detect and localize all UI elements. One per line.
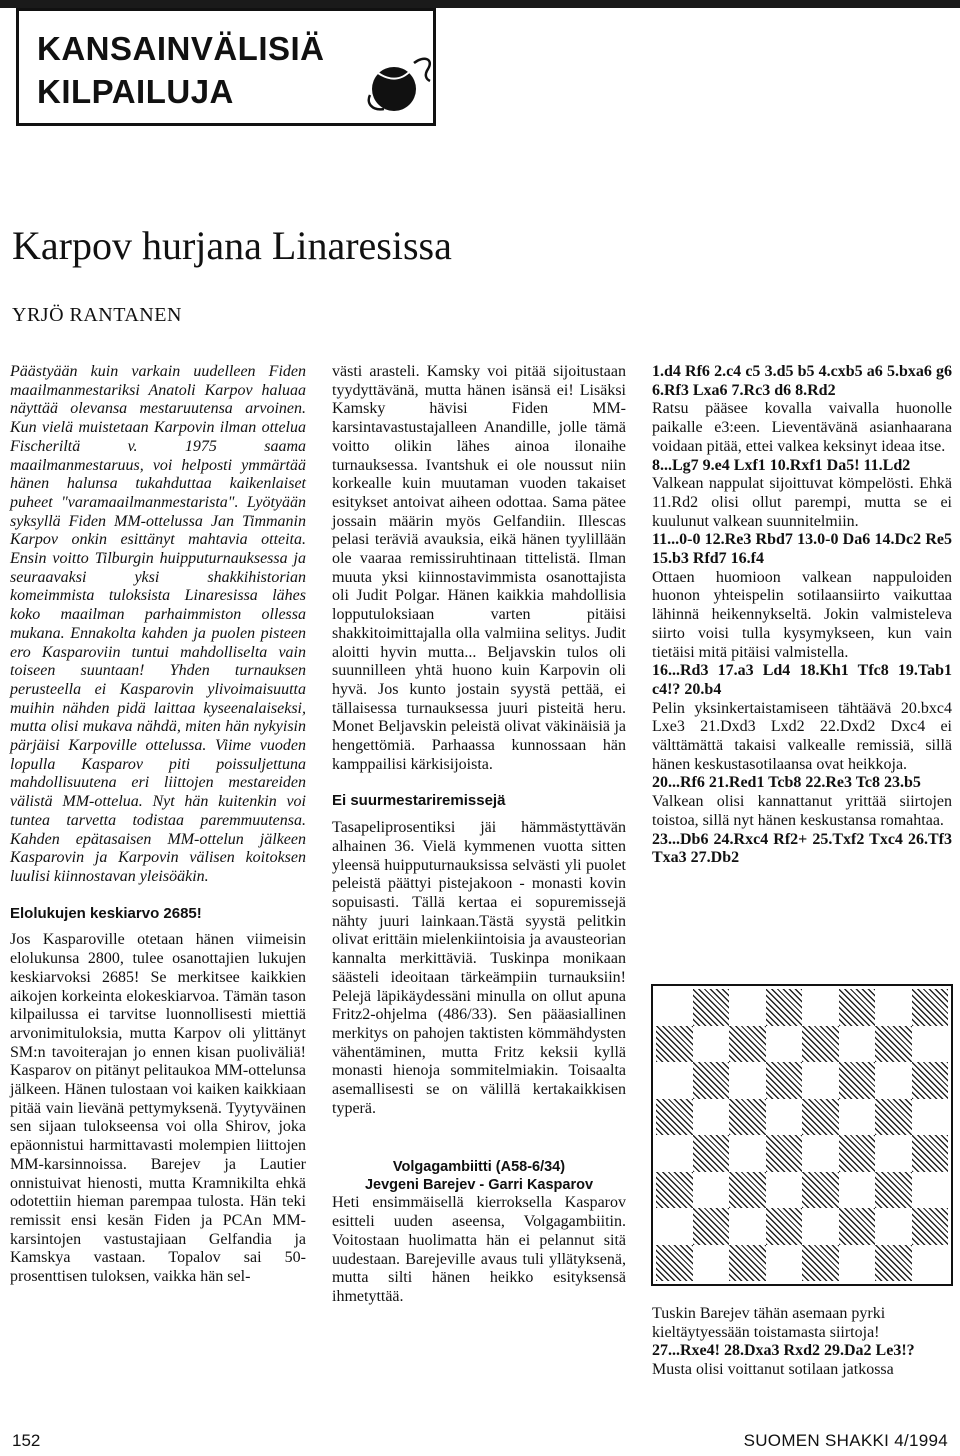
section-title <box>37 27 325 113</box>
section-header-box <box>16 8 436 126</box>
article-headline: Karpov hurjana Linaresissa <box>12 223 452 268</box>
square-h8 <box>912 989 949 1026</box>
square-b2 <box>693 1208 730 1245</box>
square-h5 <box>912 1099 949 1136</box>
moves-2: 8...Lg7 9.e4 Lxf1 10.Rxf1 Da5! 11.Ld2 <box>652 456 911 474</box>
square-g6 <box>875 1062 912 1099</box>
square-f7 <box>839 1026 876 1063</box>
square-b7 <box>693 1026 730 1063</box>
square-g4 <box>875 1135 912 1172</box>
square-a7 <box>656 1026 693 1063</box>
square-c7 <box>729 1026 766 1063</box>
square-h2 <box>912 1208 949 1245</box>
square-d4 <box>766 1135 803 1172</box>
square-d8 <box>766 989 803 1026</box>
square-f6 <box>839 1062 876 1099</box>
body-paragraph-3: Tasapeliprosentiksi jäi hämmästyttävän alhainen 36. Vielä kymmenen vuotta sitten yleensä huipputurnauksissa selvästi yli puolet peleistä päättyi pistejakoon - monasti kovin sopuisasti. Tällä kertaa ei sopuremissejä nähty juuri lainkaan.Tästä syystä pelitkin olivat erittäin mielenkiintoisia ja avausteorian kannalta merkittäviä. Tuskinpa monikaan säästeli ideoitaan tärkeämpiin turnauksiin! Pelejä läpikäydessäni minulla on ollut apuna Fritz2-ohjelma (486/33). Sen pääasiallinen merkitys on pahojen taktisten kömmähdysten vähentäminen, mutta Fritz keksii kyllä monasti hienoja sommitelmiakin. Toisaalta asemallisesti se on välillä kertakaikkisen typerä. <box>332 819 626 1117</box>
square-a6 <box>656 1062 693 1099</box>
body-paragraph-4: Heti ensimmäisellä kierroksella Kasparov esitteli uuden aseensa, Volgagambiitin. Voitostaan huolimatta hän ei pelannut sitä uudestaan. Barejeville avaus tuli yllätyksenä, mutta silti hänen heikko esityksensä ihmetyttää. <box>332 1194 626 1305</box>
lead-paragraph: Päästyään kuin varkain uudelleen Fiden maailmanmestariksi Anatoli Karpov haluaa näyttää olevansa mestaruutensa arvoinen. Kun vielä muistetaan Karpovin ilman ottelua Fischeriltä v. 1975 saama maailmanmestaruus, voi helposti ymmärtää hänen halunsa tukahduttaa kaikenlaiset puheet "varamaailmanmestarista". Lyötyään syksyllä Fiden MM-ottelussa Jan Timmanin Karpov onkin esittänyt mahtavia otteita. Ensin voitto Tilburgin huipputurnauksessa ja seuraavaksi yksi shakkihistorian komeimmista tuloksista Linaresissa lähes koko maailman parhaimmiston ollessa mukana. Ennakolta kahden ja puolen pisteen ero Kasparoviin tuntui mahdolliselta vain toiseen suuntaan! Yhden turnauksen perusteella ei Kasparovin ylivoimaisuutta muihin nähden pidä laittaa kyseenalaiseksi, mutta olisi mukava nähdä, miten hän nykyisin pärjäisi Karpoville ottelussa. Viime vuoden lopulla Kasparov piti poissuljettuna mahdollisuutena eri liittojen mestareiden välistä MM-ottelua. Nyt hän kuitenkin voi tuntea tarvetta todistaa paremmuutensa. Kahden epätasaisen MM-ottelun jälkeen Kasparovin ja Karpovin välisen koitoksen luulisi kiinnostavan yleisöäkin. <box>10 363 306 885</box>
comment-5: Valkean olisi kannattanut yrittää siirtojen toistoa, sillä nyt hänen keskustansa romahtaa. <box>652 793 952 829</box>
square-d6 <box>766 1062 803 1099</box>
square-d2 <box>766 1208 803 1245</box>
square-d3 <box>766 1172 803 1209</box>
column-2 <box>332 363 626 1307</box>
square-h6 <box>912 1062 949 1099</box>
square-f3 <box>839 1172 876 1209</box>
square-f1 <box>839 1245 876 1282</box>
section-title-line1: KANSAINVÄLISIÄ <box>37 30 325 67</box>
chess-diagram <box>651 984 953 1286</box>
column-3 <box>652 363 952 868</box>
subheading-eloluku: Elolukujen keskiarvo 2685! <box>10 904 202 922</box>
square-e6 <box>802 1062 839 1099</box>
final-comment: Musta olisi voittanut sotilaan jatkossa <box>652 1361 894 1379</box>
square-c5 <box>729 1099 766 1136</box>
magazine-issue: SUOMEN SHAKKI 4/1994 <box>743 1431 948 1450</box>
square-g1 <box>875 1245 912 1282</box>
square-g3 <box>875 1172 912 1209</box>
section-title-line2: KILPAILUJA <box>37 73 234 110</box>
square-h4 <box>912 1135 949 1172</box>
game-opening-title: Volgagambiitti (A58-6/34) <box>392 1159 566 1176</box>
square-e5 <box>802 1099 839 1136</box>
square-a5 <box>656 1099 693 1136</box>
square-g5 <box>875 1099 912 1136</box>
square-c1 <box>729 1245 766 1282</box>
square-c6 <box>729 1062 766 1099</box>
square-e2 <box>802 1208 839 1245</box>
subheading-remissit: Ei suurmestariremissejä <box>332 792 506 810</box>
square-d1 <box>766 1245 803 1282</box>
square-a3 <box>656 1172 693 1209</box>
square-e7 <box>802 1026 839 1063</box>
square-f2 <box>839 1208 876 1245</box>
square-e1 <box>802 1245 839 1282</box>
square-b1 <box>693 1245 730 1282</box>
square-g7 <box>875 1026 912 1063</box>
body-paragraph-2: västi arasteli. Kamsky voi pitää sijoitustaan tyydyttävänä, mutta hänen isänsä ei! Lisäksi Kamsky hävisi Fiden MM-karsintavastustajalleen Anandille, jolle tämä voitto olikin lähes ainoa ilonaihe turnauksessa. Ivantshuk ei ole noussut niin korkealle kuin muutaman vuoden takaiset esitykset antoivat aiheen odottaa. Sama pätee jossain määrin myös Gelfandiin. Illescas pelasi teräviä avauksia, eikä hänen tyylillään ole vaaraa remissiruhtinaan tittelistä. Ilman muuta yksi kiinnostavimmista osanottajista oli Judit Polgar. Hänen kaikkia mahdollisia lopputuloksiaan varten pitäisi shakkitoimittajalla olla valmiina selitys. Judit aloitti hyvin mutta... Beljavskin tulos oli suunnilleen yhtä huono kuin Karpovin oli hyvä. Jos kunto jostain syystä pettää, ei tällaisessa turnauksessa juuri pisteitä heru. Monet Beljavskin peleistä olivat väkinäisiä ja hengettömiä. Parhaassa kunnossaan hän kamppailisi kärkisijoista. <box>332 363 626 773</box>
comment-after-diagram: Tuskin Barejev tähän asemaan pyrki kieltäytyessään toistamasta siirtoja! <box>652 1305 886 1341</box>
moves-1: 1.d4 Rf6 2.c4 c5 3.d5 b5 4.cxb5 a6 5.bxa6 g6 6.Rf3 Lxa6 7.Rc3 d6 8.Rd2 <box>652 363 952 399</box>
comment-1: Ratsu pääsee kovalla vaivalla huonolle paikalle e3:een. Lieventävänä asianhaarana voidaan pitää, ettei valkea keksinyt ideaa itse. <box>652 400 952 455</box>
square-f5 <box>839 1099 876 1136</box>
top-rule <box>0 0 960 8</box>
column-1 <box>10 363 306 1287</box>
moves-4: 16...Rd3 17.a3 Ld4 18.Kh1 Tfc8 19.Tab1 c4!? 20.b4 <box>652 662 952 698</box>
square-e3 <box>802 1172 839 1209</box>
chess-ball-logo-icon <box>364 51 436 115</box>
square-b5 <box>693 1099 730 1136</box>
square-b3 <box>693 1172 730 1209</box>
moves-6: 23...Db6 24.Rxc4 Rf2+ 25.Txf2 Txc4 26.Tf3 Txa3 27.Db2 <box>652 830 952 867</box>
page-number: 152 <box>12 1431 41 1450</box>
square-g8 <box>875 989 912 1026</box>
moves-3: 11...0-0 12.Re3 Rbd7 13.0-0 Da6 14.Dc2 Re5 15.b3 Rfd7 16.f4 <box>652 531 952 568</box>
comment-4: Pelin yksinkertaistamiseen tähtäävä 20.bxc4 Lxe3 21.Dxd3 Lxd2 22.Dxd2 Dxc4 ei välttämättä takaisi valkealle remissiä, sillä hänen keskustasotilaansa ovat heikkoja. <box>652 699 952 773</box>
square-b6 <box>693 1062 730 1099</box>
article-author: YRJÖ RANTANEN <box>12 304 182 326</box>
square-c4 <box>729 1135 766 1172</box>
chess-board <box>656 989 948 1281</box>
square-e8 <box>802 989 839 1026</box>
game-players: Jevgeni Barejev - Garri Kasparov <box>364 1177 594 1194</box>
square-b4 <box>693 1135 730 1172</box>
moves-7: 27...Rxe4! 28.Dxa3 Rxd2 29.Da2 Le3!? <box>652 1342 915 1360</box>
body-paragraph-1: Jos Kasparoville otetaan hänen viimeisin elolukunsa 2800, tulee osanottajien lukujen keskiarvoksi 2685! Se merkitsee kaikkien aikojen korkeinta elokeskiarvoa. Tämän tason kilpailussa ei tarvitse luonnollisesti miettiä arvonimituloksia, mutta Karpov oli ylittänyt SM:n tavoiterajan jo ennen kisan puoliväliä! Kasparov on pitänyt pelitaukoa MM-ottelunsa jälkeen. Hänen tulostaan voi kaiken kaikkiaan pitää vain lievänä pettymyksenä. Tyytyväinen sen sijaan tulokseensa voi olla Shirov, joka epäonnistui harmittavasti molempien liittojen MM-karsinnoissa. Barejev ja Lautier onnistuivat hienosti, mutta Kramnikilta ehkä odotettiin hieman parempaa tulosta. Hän teki remissit ensi kesän Fiden ja PCAn MM-karsintojen vastustajiaan Gelfandia ja Kamskya vastaan. Topalov sai 50-prosenttisen tuloksen, vaikka hän sel- <box>10 931 306 1286</box>
square-a4 <box>656 1135 693 1172</box>
square-e4 <box>802 1135 839 1172</box>
comment-3: Ottaen huomioon valkean nappuloiden huonon yhteispelin sotilaansiirto vaikuttaa lähinnä heikennykseltä. Jokin valmisteleva siirto voisi tulla kysymykseen, kun vain tietäisi mitä pitäisi valmistella. <box>652 568 952 661</box>
square-g2 <box>875 1208 912 1245</box>
square-c8 <box>729 989 766 1026</box>
post-diagram-text <box>652 1305 952 1380</box>
square-d7 <box>766 1026 803 1063</box>
square-h1 <box>912 1245 949 1282</box>
square-a1 <box>656 1245 693 1282</box>
square-a2 <box>656 1208 693 1245</box>
square-c3 <box>729 1172 766 1209</box>
square-h7 <box>912 1026 949 1063</box>
square-b8 <box>693 989 730 1026</box>
comment-2: Valkean nappulat sijoittuvat kömpelösti. Ehkä 11.Rd2 olisi ollut parempi, mutta se ei kuulunut valkean suunnitelmiin. <box>652 475 952 530</box>
square-c2 <box>729 1208 766 1245</box>
square-h3 <box>912 1172 949 1209</box>
square-f4 <box>839 1135 876 1172</box>
square-d5 <box>766 1099 803 1136</box>
square-f8 <box>839 989 876 1026</box>
square-a8 <box>656 989 693 1026</box>
moves-5: 20...Rf6 21.Red1 Tcb8 22.Re3 Tc8 23.b5 <box>652 774 921 792</box>
